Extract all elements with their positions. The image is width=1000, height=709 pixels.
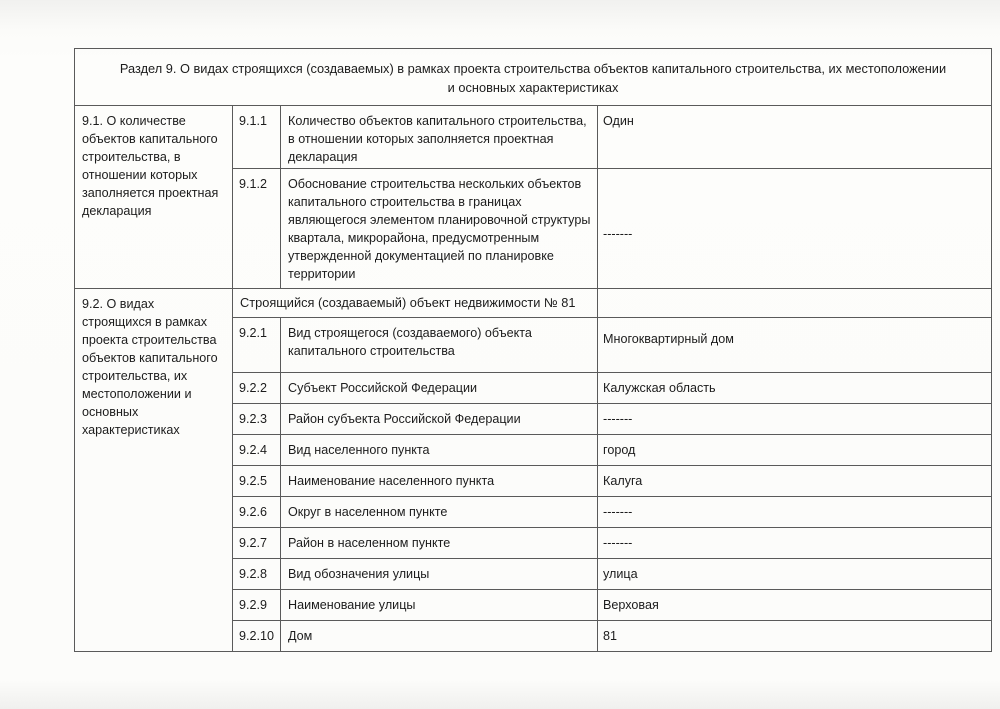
row-number: 9.2.4 — [233, 435, 281, 466]
row-value: ------- — [598, 404, 992, 435]
row-value: Калужская область — [598, 373, 992, 404]
row-number: 9.1.1 — [233, 106, 281, 169]
row-value: ------- — [598, 528, 992, 559]
subsection-9-2-label: 9.2. О видах строящихся в рамках проекта строительства объектов капитального строительства, их местоположении и основных характеристиках — [75, 289, 233, 652]
row-label: Наименование населенного пункта — [281, 466, 598, 497]
row-number: 9.2.9 — [233, 590, 281, 621]
object-title: Строящийся (создаваемый) объект недвижимости № 81 — [233, 289, 598, 318]
row-number: 9.1.2 — [233, 169, 281, 289]
section-header-row — [75, 49, 992, 106]
row-value: ------- — [598, 497, 992, 528]
row-label: Вид обозначения улицы — [281, 559, 598, 590]
row-label: Район субъекта Российской Федерации — [281, 404, 598, 435]
row-label: Субъект Российской Федерации — [281, 373, 598, 404]
row-number: 9.2.3 — [233, 404, 281, 435]
row-number: 9.2.6 — [233, 497, 281, 528]
object-title-value-empty — [598, 289, 992, 318]
row-label: Район в населенном пункте — [281, 528, 598, 559]
row-value: город — [598, 435, 992, 466]
section-9-header — [75, 49, 992, 106]
row-label: Обоснование строительства нескольких объектов капитального строительства в границах являющегося элементом планировочной структуры квартала, микрорайона, предусмотренным утвержденной документацией по планировке территории — [281, 169, 598, 289]
row-value: ------- — [598, 169, 992, 289]
section-header-line2: и основных характеристиках — [447, 80, 619, 95]
row-value: Один — [598, 106, 992, 169]
row-label: Округ в населенном пункте — [281, 497, 598, 528]
row-label: Вид населенного пункта — [281, 435, 598, 466]
row-label: Наименование улицы — [281, 590, 598, 621]
row-label: Дом — [281, 621, 598, 652]
row-label: Количество объектов капитального строительства, в отношении которых заполняется проектная декларация — [281, 106, 598, 169]
row-value: 81 — [598, 621, 992, 652]
subsection-9-1-label: 9.1. О количестве объектов капитального строительства, в отношении которых заполняется проектная декларация — [75, 106, 233, 289]
section-header-line1: Раздел 9. О видах строящихся (создаваемых) в рамках проекта строительства объектов капитального строительства, их местоположении — [119, 61, 947, 76]
row-value: Многоквартирный дом — [598, 318, 992, 373]
row-number: 9.2.5 — [233, 466, 281, 497]
object-title-row — [75, 289, 992, 318]
row-value: улица — [598, 559, 992, 590]
row-label: Вид строящегося (создаваемого) объекта капитального строительства — [281, 318, 598, 373]
row-value: Верховая — [598, 590, 992, 621]
table-row — [75, 106, 992, 169]
row-number: 9.2.1 — [233, 318, 281, 373]
row-number: 9.2.7 — [233, 528, 281, 559]
row-value: Калуга — [598, 466, 992, 497]
row-number: 9.2.10 — [233, 621, 281, 652]
row-number: 9.2.8 — [233, 559, 281, 590]
project-declaration-table — [74, 48, 992, 652]
row-number: 9.2.2 — [233, 373, 281, 404]
